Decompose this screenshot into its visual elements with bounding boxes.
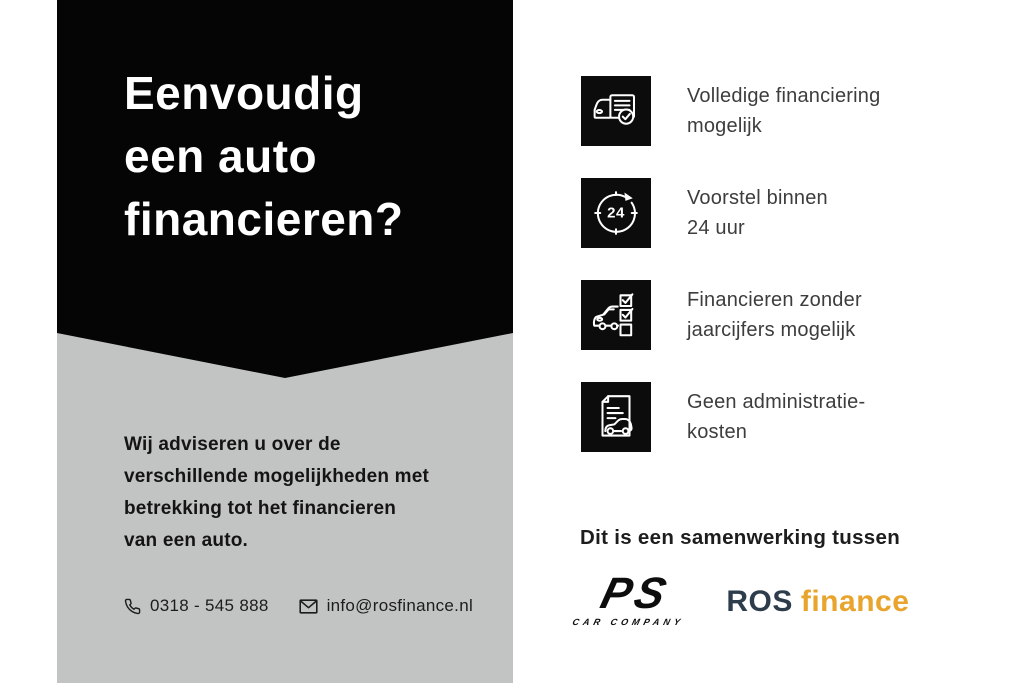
left-panel xyxy=(57,0,513,683)
email-contact xyxy=(299,596,473,616)
partnership-intro: Dit is een samenwerking tussen xyxy=(580,526,901,549)
feature-label xyxy=(687,81,880,141)
24-hour-clock-icon xyxy=(581,178,651,248)
ps-logo-subtext: CAR COMPANY xyxy=(571,617,686,627)
feature-label xyxy=(687,285,862,345)
feature-row-no-admin-costs xyxy=(581,382,880,452)
intro-line-3: betrekking tot het financieren xyxy=(124,498,397,519)
intro-paragraph xyxy=(124,429,429,557)
feature-line: Geen administratie- xyxy=(687,391,866,413)
finance-logo-text: finance xyxy=(800,585,910,618)
headline-line-2: een auto xyxy=(124,130,318,182)
ps-car-company-logo xyxy=(571,569,696,627)
feature-row-no-annual-figures xyxy=(581,280,880,350)
feature-line: kosten xyxy=(687,421,748,443)
document-car-icon xyxy=(581,382,651,452)
mail-icon xyxy=(299,599,318,614)
feature-line: Financieren zonder xyxy=(687,289,862,311)
feature-line: Volledige financiering xyxy=(687,85,881,107)
intro-line-1: Wij adviseren u over de xyxy=(124,434,341,455)
ros-logo-text: ROS xyxy=(726,585,793,618)
headline xyxy=(124,62,404,251)
feature-row-full-financing xyxy=(581,76,880,146)
headline-line-1: Eenvoudig xyxy=(124,67,364,119)
feature-label xyxy=(687,183,828,243)
feature-line: 24 uur xyxy=(687,217,745,239)
phone-number: 0318 - 545 888 xyxy=(150,596,269,615)
partner-logos xyxy=(571,569,910,627)
phone-icon xyxy=(124,598,141,615)
feature-label xyxy=(687,387,865,447)
intro-line-4: van een auto. xyxy=(124,530,249,551)
van-document-check-icon xyxy=(581,76,651,146)
ps-logo-mark: PS xyxy=(595,569,675,618)
email-address: info@rosfinance.nl xyxy=(326,596,474,615)
feature-line: jaarcijfers mogelijk xyxy=(687,319,856,341)
feature-line: mogelijk xyxy=(687,115,762,137)
car-checklist-icon xyxy=(581,280,651,350)
clock-badge-24: 24 xyxy=(607,204,625,222)
feature-line: Voorstel binnen xyxy=(687,187,828,209)
feature-list xyxy=(581,76,880,484)
headline-line-3: financieren? xyxy=(124,193,404,245)
feature-row-proposal-24h xyxy=(581,178,880,248)
intro-line-2: verschillende mogelijkheden met xyxy=(124,466,430,487)
ros-finance-logo xyxy=(726,585,909,619)
contact-row xyxy=(124,596,473,616)
phone-contact xyxy=(124,596,269,616)
